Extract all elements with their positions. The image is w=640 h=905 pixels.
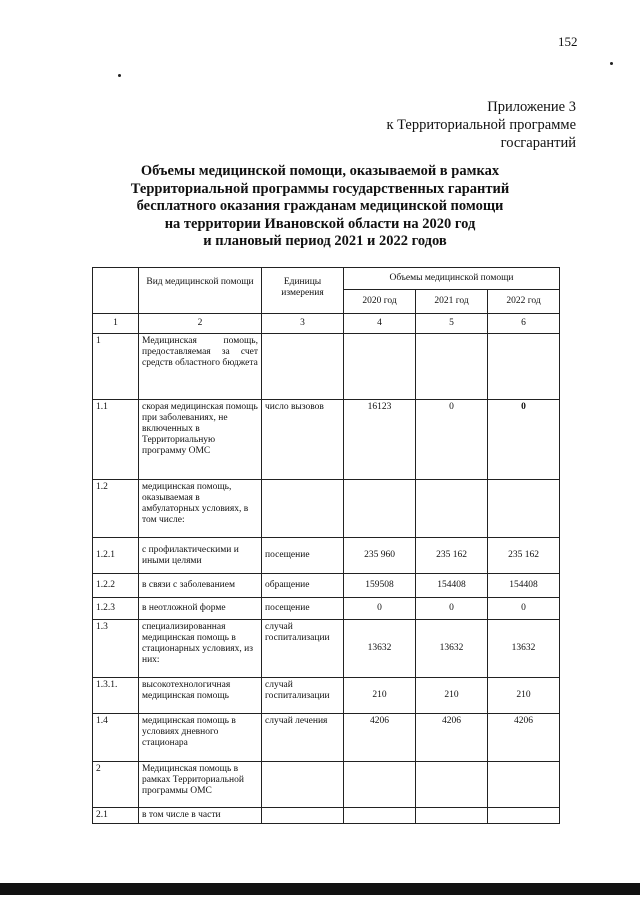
document-title <box>100 163 540 251</box>
volumes-table <box>92 267 560 824</box>
table-row <box>93 620 560 678</box>
row-name: в неотложной форме <box>139 598 262 620</box>
row-name: высокотехнологичная медицинская помощь <box>139 678 262 714</box>
header-year-2020: 2020 год <box>344 290 416 314</box>
row-code: 1.4 <box>93 714 139 762</box>
row-unit: число вызовов <box>262 400 344 480</box>
row-unit <box>262 480 344 538</box>
header-code-cell <box>93 268 139 314</box>
table-row <box>93 574 560 598</box>
column-number: 1 <box>93 314 139 334</box>
column-number: 6 <box>488 314 560 334</box>
header-year-2021: 2021 год <box>416 290 488 314</box>
row-value-2021: 154408 <box>416 574 488 598</box>
row-code: 1.3 <box>93 620 139 678</box>
title-line: Объемы медицинской помощи, оказываемой в рамках <box>140 163 500 179</box>
header-volumes: Объемы медицинской помощи <box>344 268 560 290</box>
scan-speck <box>610 62 613 65</box>
row-unit: случай госпитализации <box>262 678 344 714</box>
row-value-2020 <box>344 480 416 538</box>
row-value-2022: 0 <box>488 598 560 620</box>
title-line: Территориальной программы государственных гарантий <box>130 180 510 197</box>
row-value-2022: 210 <box>488 678 560 714</box>
row-code: 1.3.1. <box>93 678 139 714</box>
row-code: 1.1 <box>93 400 139 480</box>
row-unit <box>262 762 344 808</box>
header-row <box>93 268 560 290</box>
row-value-2021: 210 <box>416 678 488 714</box>
page-number: 152 <box>558 34 578 49</box>
row-name: в том числе в части <box>139 808 262 824</box>
row-value-2020: 0 <box>344 598 416 620</box>
row-value-2021: 4206 <box>416 714 488 762</box>
scan-speck <box>118 74 121 77</box>
row-value-2020: 210 <box>344 678 416 714</box>
header-type: Вид медицинской помощи <box>139 268 262 314</box>
row-value-2021: 235 162 <box>416 538 488 574</box>
title-line: и плановый период 2021 и 2022 годов <box>203 233 447 249</box>
row-value-2021 <box>416 334 488 400</box>
row-value-2021 <box>416 808 488 824</box>
row-unit: посещение <box>262 538 344 574</box>
column-number: 5 <box>416 314 488 334</box>
row-code: 1.2 <box>93 480 139 538</box>
row-unit: обращение <box>262 574 344 598</box>
header-units: Единицы измерения <box>262 268 344 314</box>
row-name: медицинская помощь, оказываемая в амбулаторных условиях, в том числе: <box>139 480 262 538</box>
row-value-2021: 0 <box>416 598 488 620</box>
row-code: 1.2.1 <box>93 538 139 574</box>
appendix-line: Приложение 3 <box>487 99 576 115</box>
row-value-2022 <box>488 480 560 538</box>
table-row <box>93 714 560 762</box>
row-value-2021: 0 <box>416 400 488 480</box>
row-code: 2.1 <box>93 808 139 824</box>
row-value-2021 <box>416 480 488 538</box>
row-value-2022: 13632 <box>488 620 560 678</box>
row-code: 2 <box>93 762 139 808</box>
row-value-2020 <box>344 762 416 808</box>
row-value-2020: 13632 <box>344 620 416 678</box>
title-line: на территории Ивановской области на 2020 год <box>164 215 476 232</box>
row-name: скорая медицинская помощь при заболеваниях, не включенных в Территориальную программу ОМС <box>139 400 262 480</box>
column-number: 4 <box>344 314 416 334</box>
row-name: медицинская помощь в условиях дневного стационара <box>139 714 262 762</box>
row-value-2022 <box>488 334 560 400</box>
table-row <box>93 808 560 824</box>
row-value-2022 <box>488 808 560 824</box>
table-row <box>93 400 560 480</box>
row-name: Медицинская помощь в рамках Территориальной программы ОМС <box>139 762 262 808</box>
table-row <box>93 538 560 574</box>
row-unit <box>262 334 344 400</box>
row-value-2020 <box>344 808 416 824</box>
row-code: 1.2.3 <box>93 598 139 620</box>
column-number: 3 <box>262 314 344 334</box>
row-code: 1 <box>93 334 139 400</box>
row-unit <box>262 808 344 824</box>
row-value-2022: 235 162 <box>488 538 560 574</box>
row-value-2020 <box>344 334 416 400</box>
row-value-2021: 13632 <box>416 620 488 678</box>
row-value-2022 <box>488 762 560 808</box>
table-row <box>93 334 560 400</box>
row-value-2022: 4206 <box>488 714 560 762</box>
row-unit: случай госпитализации <box>262 620 344 678</box>
appendix-line: к Территориальной программе <box>386 117 576 133</box>
table-row <box>93 598 560 620</box>
row-value-2020: 159508 <box>344 574 416 598</box>
row-value-2022: 154408 <box>488 574 560 598</box>
title-line: бесплатного оказания гражданам медицинской помощи <box>136 198 504 214</box>
header-year-2022: 2022 год <box>488 290 560 314</box>
row-name: в связи с заболеванием <box>139 574 262 598</box>
row-unit: посещение <box>262 598 344 620</box>
column-numbers-row <box>93 314 560 334</box>
scan-edge-bar <box>0 883 640 895</box>
row-name: специализированная медицинская помощь в стационарных условиях, из них: <box>139 620 262 678</box>
row-unit: случай лечения <box>262 714 344 762</box>
appendix-note <box>386 98 576 152</box>
row-value-2020: 235 960 <box>344 538 416 574</box>
table-row <box>93 762 560 808</box>
row-code: 1.2.2 <box>93 574 139 598</box>
row-value-2021 <box>416 762 488 808</box>
row-value-2020: 16123 <box>344 400 416 480</box>
table-row <box>93 480 560 538</box>
column-number: 2 <box>139 314 262 334</box>
row-value-2022: 0 <box>488 400 560 480</box>
appendix-line: госгарантий <box>500 135 576 151</box>
table-row <box>93 678 560 714</box>
row-name: с профилактическими и иными целями <box>139 538 262 574</box>
row-value-2020: 4206 <box>344 714 416 762</box>
row-name: Медицинская помощь, предоставляемая за счет средств областного бюджета <box>139 334 262 400</box>
